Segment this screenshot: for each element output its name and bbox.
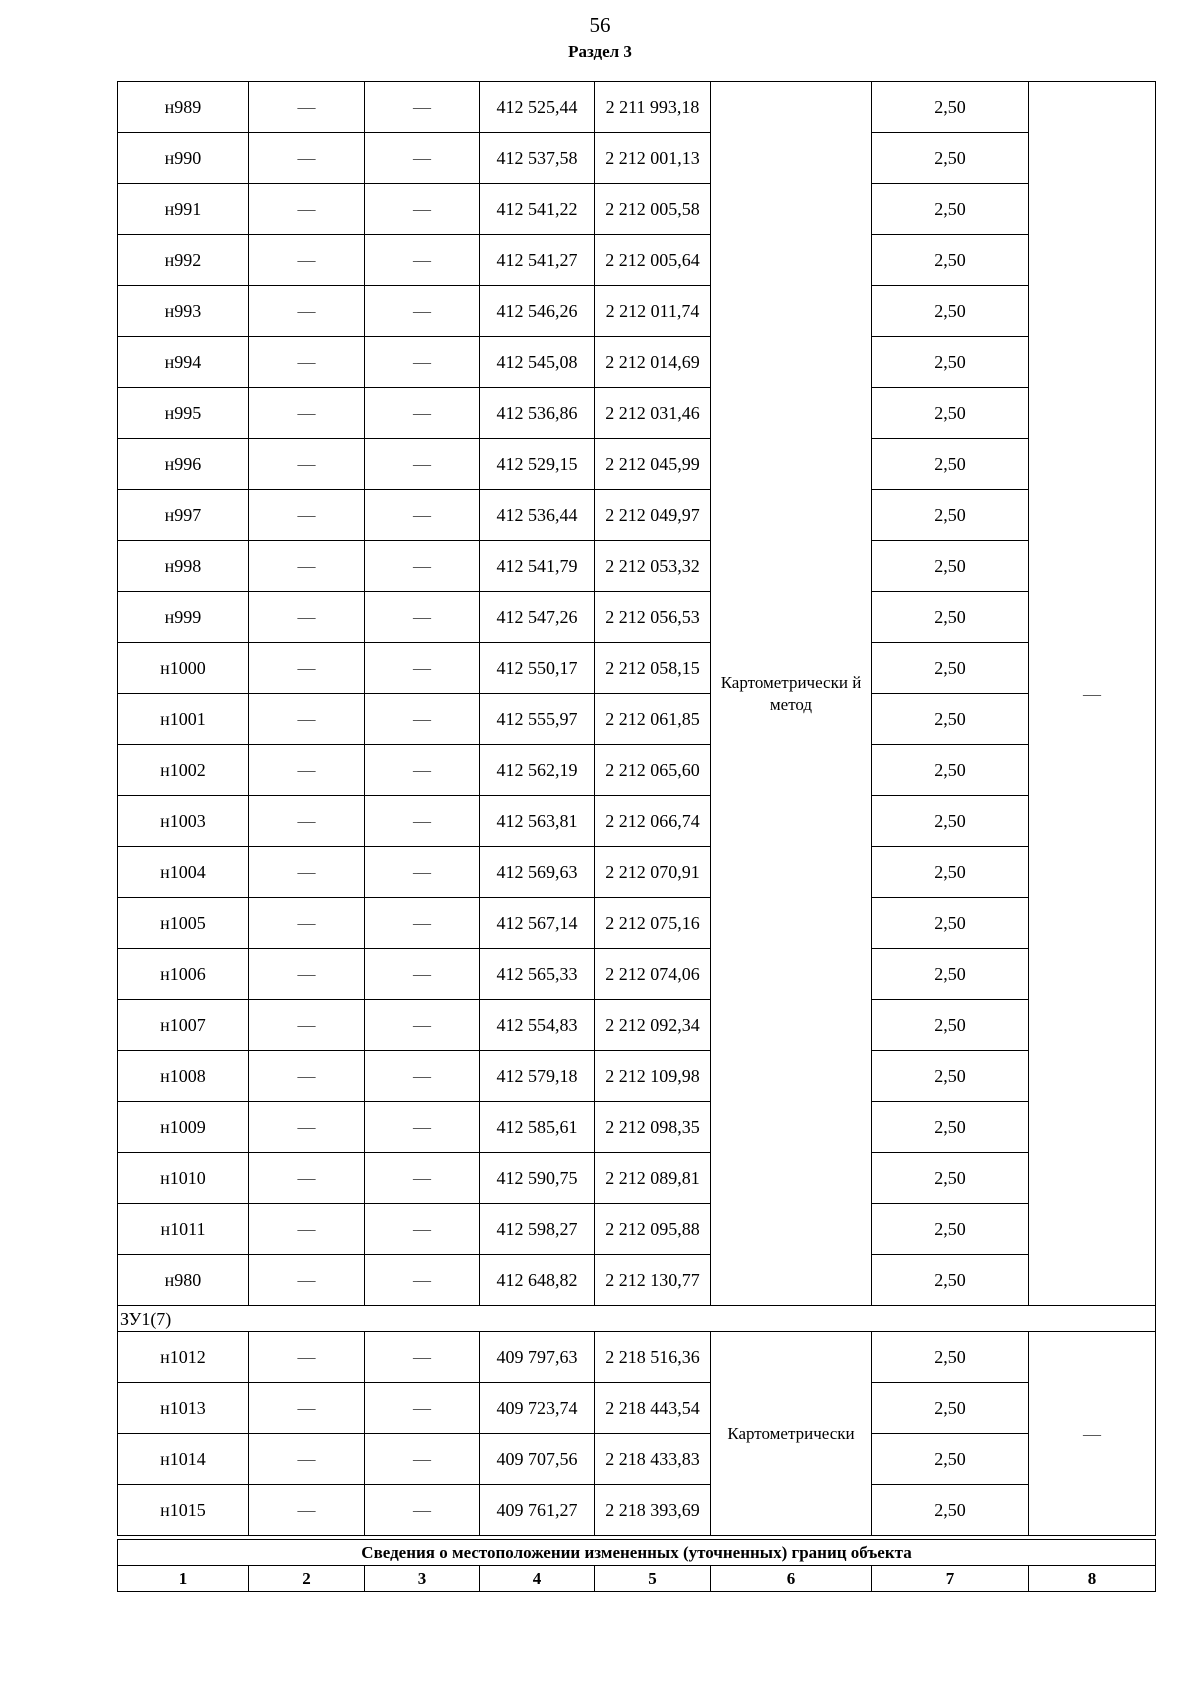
column-number: 1 (118, 1566, 249, 1592)
old-y-value: — (365, 439, 480, 490)
accuracy-value: 2,50 (872, 541, 1029, 592)
new-x-value: 412 550,17 (480, 643, 595, 694)
table-row (118, 388, 1156, 439)
accuracy-value: 2,50 (872, 235, 1029, 286)
caption-row (118, 1540, 1156, 1566)
point-name: н996 (118, 439, 249, 490)
new-y-value: 2 218 443,54 (595, 1383, 711, 1434)
point-name: н990 (118, 133, 249, 184)
accuracy-value: 2,50 (872, 1000, 1029, 1051)
point-name: н1012 (118, 1332, 249, 1383)
new-x-value: 412 567,14 (480, 898, 595, 949)
point-name: н1001 (118, 694, 249, 745)
accuracy-value: 2,50 (872, 694, 1029, 745)
table-row (118, 1102, 1156, 1153)
old-x-value: — (249, 439, 365, 490)
old-x-value: — (249, 490, 365, 541)
new-y-value: 2 212 005,64 (595, 235, 711, 286)
accuracy-value: 2,50 (872, 1153, 1029, 1204)
table-row (118, 1000, 1156, 1051)
accuracy-value: 2,50 (872, 949, 1029, 1000)
new-x-value: 412 555,97 (480, 694, 595, 745)
table-row (118, 133, 1156, 184)
point-name: н1000 (118, 643, 249, 694)
accuracy-value: 2,50 (872, 592, 1029, 643)
old-x-value: — (249, 796, 365, 847)
old-x-value: — (249, 847, 365, 898)
new-x-value: 412 598,27 (480, 1204, 595, 1255)
accuracy-value: 2,50 (872, 1204, 1029, 1255)
accuracy-value: 2,50 (872, 337, 1029, 388)
old-x-value: — (249, 643, 365, 694)
new-y-value: 2 212 001,13 (595, 133, 711, 184)
section-title: Раздел 3 (568, 42, 632, 61)
table-row (118, 1485, 1156, 1536)
new-y-value: 2 212 109,98 (595, 1051, 711, 1102)
description-cell: — (1029, 82, 1156, 1306)
column-number: 2 (249, 1566, 365, 1592)
new-x-value: 412 562,19 (480, 745, 595, 796)
old-x-value: — (249, 898, 365, 949)
point-name: н1015 (118, 1485, 249, 1536)
new-x-value: 412 536,44 (480, 490, 595, 541)
new-x-value: 412 547,26 (480, 592, 595, 643)
point-name: н1002 (118, 745, 249, 796)
table-row (118, 184, 1156, 235)
new-y-value: 2 212 066,74 (595, 796, 711, 847)
old-y-value: — (365, 643, 480, 694)
old-y-value: — (365, 745, 480, 796)
point-name: н1013 (118, 1383, 249, 1434)
accuracy-value: 2,50 (872, 1255, 1029, 1306)
table-row (118, 745, 1156, 796)
old-y-value: — (365, 388, 480, 439)
new-x-value: 412 569,63 (480, 847, 595, 898)
point-name: н998 (118, 541, 249, 592)
coordinates-table-body (118, 82, 1156, 1592)
old-x-value: — (249, 1255, 365, 1306)
old-x-value: — (249, 745, 365, 796)
old-x-value: — (249, 1153, 365, 1204)
method-cell: Картометрически й метод (711, 82, 872, 1306)
table-row (118, 694, 1156, 745)
new-x-value: 412 529,15 (480, 439, 595, 490)
old-y-value: — (365, 541, 480, 592)
old-y-value: — (365, 286, 480, 337)
new-y-value: 2 212 061,85 (595, 694, 711, 745)
new-x-value: 409 761,27 (480, 1485, 595, 1536)
old-y-value: — (365, 1051, 480, 1102)
point-name: н1007 (118, 1000, 249, 1051)
old-y-value: — (365, 490, 480, 541)
table-row (118, 1204, 1156, 1255)
table-row (118, 949, 1156, 1000)
new-x-value: 409 723,74 (480, 1383, 595, 1434)
table-row (118, 490, 1156, 541)
old-x-value: — (249, 1000, 365, 1051)
accuracy-value: 2,50 (872, 1383, 1029, 1434)
new-x-value: 412 546,26 (480, 286, 595, 337)
new-y-value: 2 212 092,34 (595, 1000, 711, 1051)
point-name: н994 (118, 337, 249, 388)
new-x-value: 412 554,83 (480, 1000, 595, 1051)
description-cell: — (1029, 1332, 1156, 1536)
old-y-value: — (365, 847, 480, 898)
old-x-value: — (249, 1332, 365, 1383)
new-y-value: 2 212 005,58 (595, 184, 711, 235)
old-x-value: — (249, 592, 365, 643)
new-y-value: 2 212 095,88 (595, 1204, 711, 1255)
table-row (118, 286, 1156, 337)
accuracy-value: 2,50 (872, 796, 1029, 847)
new-x-value: 409 797,63 (480, 1332, 595, 1383)
old-y-value: — (365, 133, 480, 184)
new-y-value: 2 212 074,06 (595, 949, 711, 1000)
new-x-value: 412 563,81 (480, 796, 595, 847)
table-row (118, 898, 1156, 949)
accuracy-value: 2,50 (872, 184, 1029, 235)
point-name: н1010 (118, 1153, 249, 1204)
accuracy-value: 2,50 (872, 490, 1029, 541)
new-y-value: 2 212 049,97 (595, 490, 711, 541)
old-x-value: — (249, 694, 365, 745)
old-y-value: — (365, 592, 480, 643)
table-row (118, 643, 1156, 694)
old-x-value: — (249, 184, 365, 235)
old-y-value: — (365, 1383, 480, 1434)
point-name: н1008 (118, 1051, 249, 1102)
point-name: н1006 (118, 949, 249, 1000)
new-x-value: 412 525,44 (480, 82, 595, 133)
new-y-value: 2 212 058,15 (595, 643, 711, 694)
column-numbers-row (118, 1566, 1156, 1592)
new-x-value: 412 541,27 (480, 235, 595, 286)
table-row (118, 1153, 1156, 1204)
accuracy-value: 2,50 (872, 133, 1029, 184)
point-name: н1005 (118, 898, 249, 949)
old-y-value: — (365, 1102, 480, 1153)
new-x-value: 412 536,86 (480, 388, 595, 439)
column-number: 3 (365, 1566, 480, 1592)
point-name: н1009 (118, 1102, 249, 1153)
method-cell: Картометрически (711, 1332, 872, 1536)
new-y-value: 2 212 065,60 (595, 745, 711, 796)
new-y-value: 2 218 393,69 (595, 1485, 711, 1536)
table-row (118, 541, 1156, 592)
old-y-value: — (365, 82, 480, 133)
old-y-value: — (365, 337, 480, 388)
new-x-value: 412 541,22 (480, 184, 595, 235)
old-x-value: — (249, 1102, 365, 1153)
old-y-value: — (365, 1332, 480, 1383)
point-name: н1014 (118, 1434, 249, 1485)
group-label: ЗУ1(7) (118, 1306, 1156, 1332)
old-x-value: — (249, 1204, 365, 1255)
coordinates-table (117, 81, 1156, 1592)
column-number: 6 (711, 1566, 872, 1592)
table-row (118, 82, 1156, 133)
new-x-value: 412 585,61 (480, 1102, 595, 1153)
accuracy-value: 2,50 (872, 847, 1029, 898)
accuracy-value: 2,50 (872, 898, 1029, 949)
new-x-value: 409 707,56 (480, 1434, 595, 1485)
old-y-value: — (365, 184, 480, 235)
table-row (118, 1255, 1156, 1306)
point-name: н1004 (118, 847, 249, 898)
new-x-value: 412 648,82 (480, 1255, 595, 1306)
column-number: 4 (480, 1566, 595, 1592)
column-number: 5 (595, 1566, 711, 1592)
point-name: н993 (118, 286, 249, 337)
new-y-value: 2 212 130,77 (595, 1255, 711, 1306)
new-y-value: 2 218 516,36 (595, 1332, 711, 1383)
accuracy-value: 2,50 (872, 1485, 1029, 1536)
table-row (118, 1051, 1156, 1102)
accuracy-value: 2,50 (872, 643, 1029, 694)
table-row (118, 592, 1156, 643)
table-row (118, 1434, 1156, 1485)
old-y-value: — (365, 1255, 480, 1306)
point-name: н980 (118, 1255, 249, 1306)
point-name: н991 (118, 184, 249, 235)
accuracy-value: 2,50 (872, 1434, 1029, 1485)
accuracy-value: 2,50 (872, 439, 1029, 490)
accuracy-value: 2,50 (872, 82, 1029, 133)
section-caption: Сведения о местоположении измененных (уточненных) границ объекта (118, 1540, 1156, 1566)
table-row (118, 1383, 1156, 1434)
group-label-row (118, 1306, 1156, 1332)
old-x-value: — (249, 388, 365, 439)
old-x-value: — (249, 1383, 365, 1434)
old-x-value: — (249, 949, 365, 1000)
old-y-value: — (365, 949, 480, 1000)
new-y-value: 2 212 075,16 (595, 898, 711, 949)
old-x-value: — (249, 82, 365, 133)
old-y-value: — (365, 1485, 480, 1536)
new-x-value: 412 579,18 (480, 1051, 595, 1102)
accuracy-value: 2,50 (872, 286, 1029, 337)
new-y-value: 2 212 070,91 (595, 847, 711, 898)
point-name: н992 (118, 235, 249, 286)
old-y-value: — (365, 1434, 480, 1485)
new-x-value: 412 541,79 (480, 541, 595, 592)
old-x-value: — (249, 235, 365, 286)
accuracy-value: 2,50 (872, 1102, 1029, 1153)
new-x-value: 412 545,08 (480, 337, 595, 388)
column-number: 7 (872, 1566, 1029, 1592)
point-name: н1011 (118, 1204, 249, 1255)
old-x-value: — (249, 1434, 365, 1485)
new-y-value: 2 212 056,53 (595, 592, 711, 643)
page-number: 56 (589, 13, 611, 37)
old-y-value: — (365, 1000, 480, 1051)
old-y-value: — (365, 898, 480, 949)
new-y-value: 2 212 089,81 (595, 1153, 711, 1204)
new-y-value: 2 212 031,46 (595, 388, 711, 439)
old-y-value: — (365, 1153, 480, 1204)
table-row (118, 439, 1156, 490)
table-row (118, 847, 1156, 898)
old-y-value: — (365, 796, 480, 847)
new-y-value: 2 212 011,74 (595, 286, 711, 337)
new-y-value: 2 212 098,35 (595, 1102, 711, 1153)
point-name: н995 (118, 388, 249, 439)
new-x-value: 412 565,33 (480, 949, 595, 1000)
old-x-value: — (249, 1485, 365, 1536)
accuracy-value: 2,50 (872, 745, 1029, 796)
old-x-value: — (249, 133, 365, 184)
new-x-value: 412 590,75 (480, 1153, 595, 1204)
new-x-value: 412 537,58 (480, 133, 595, 184)
new-y-value: 2 212 053,32 (595, 541, 711, 592)
accuracy-value: 2,50 (872, 1051, 1029, 1102)
old-x-value: — (249, 1051, 365, 1102)
old-y-value: — (365, 1204, 480, 1255)
table-row (118, 796, 1156, 847)
old-x-value: — (249, 541, 365, 592)
accuracy-value: 2,50 (872, 1332, 1029, 1383)
new-y-value: 2 218 433,83 (595, 1434, 711, 1485)
table-row (118, 235, 1156, 286)
new-y-value: 2 212 045,99 (595, 439, 711, 490)
new-y-value: 2 211 993,18 (595, 82, 711, 133)
old-y-value: — (365, 235, 480, 286)
point-name: н997 (118, 490, 249, 541)
point-name: н989 (118, 82, 249, 133)
point-name: н999 (118, 592, 249, 643)
table-row (118, 1332, 1156, 1383)
old-x-value: — (249, 286, 365, 337)
table-row (118, 337, 1156, 388)
accuracy-value: 2,50 (872, 388, 1029, 439)
old-y-value: — (365, 694, 480, 745)
new-y-value: 2 212 014,69 (595, 337, 711, 388)
point-name: н1003 (118, 796, 249, 847)
column-number: 8 (1029, 1566, 1156, 1592)
old-x-value: — (249, 337, 365, 388)
